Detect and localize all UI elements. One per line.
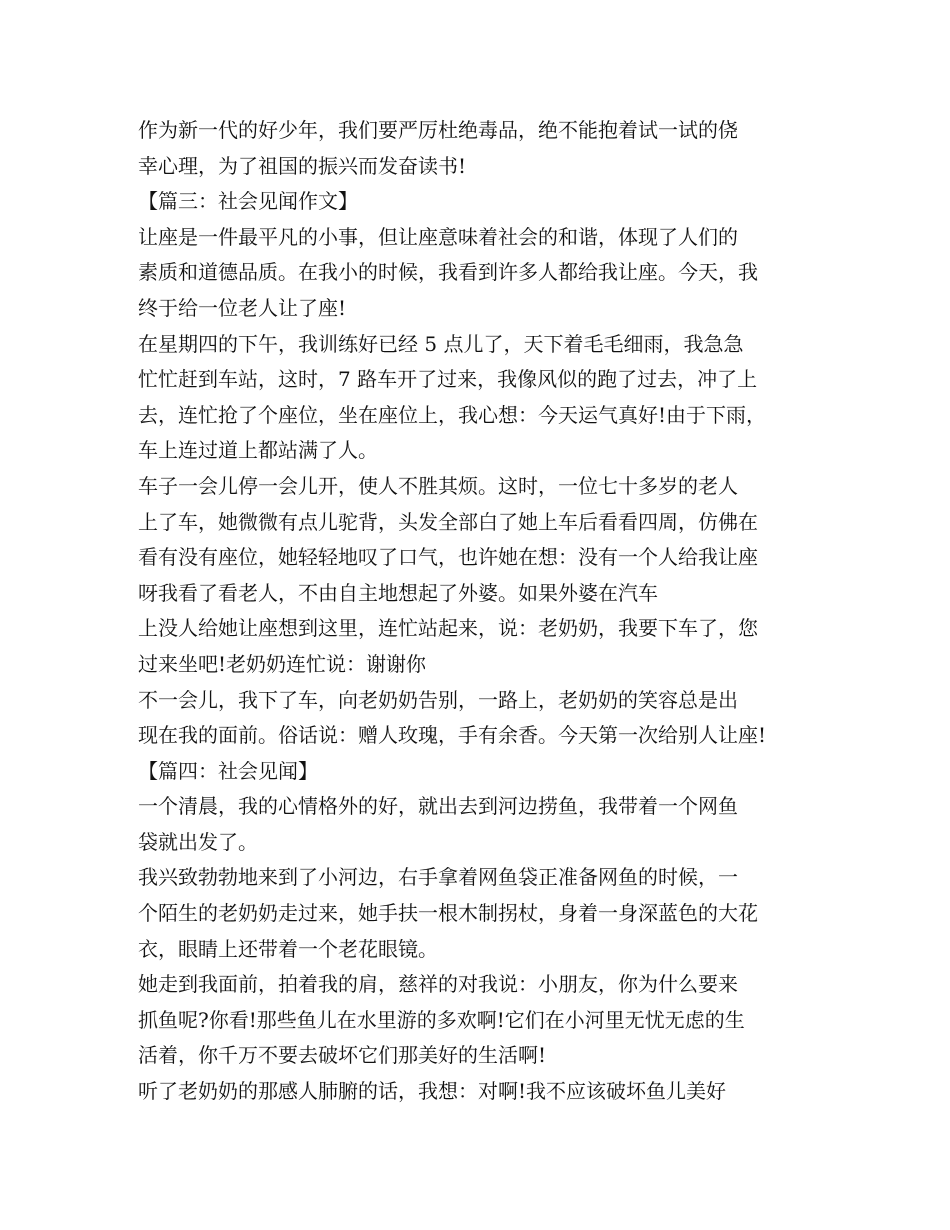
text-line: 车上连过道上都站满了人。	[138, 438, 378, 463]
text-line: 呀我看了看老人，不由自主地想起了外婆。如果外婆在汽车	[138, 580, 658, 605]
text-line: 让座是一件最平凡的小事，但让座意味着社会的和谐，体现了人们的	[138, 224, 738, 249]
text-line: 袋就出发了。	[138, 829, 258, 854]
text-line: 终于给一位老人让了座!	[138, 295, 347, 320]
text-line: 看有没有座位，她轻轻地叹了口气，也许她在想：没有一个人给我让座	[138, 545, 758, 570]
text-line: 作为新一代的好少年，我们要严厉杜绝毒品，绝不能抱着试一试的侥	[138, 118, 738, 142]
text-line: 抓鱼呢?你看!那些鱼儿在水里游的多欢啊!它们在小河里无忧无虑的生	[138, 1007, 745, 1032]
text-line: 车子一会儿停一会儿开，使人不胜其烦。这时，一位七十多岁的老人	[138, 473, 738, 498]
text-line: 幸心理，为了祖国的振兴而发奋读书!	[138, 153, 467, 178]
text-line: 去，连忙抢了个座位，坐在座位上，我心想：今天运气真好!由于下雨，	[138, 402, 767, 427]
text-line: 上没人给她让座想到这里，连忙站起来，说：老奶奶，我要下车了，您	[138, 616, 758, 641]
section-heading: 【篇四：社会见闻】	[138, 758, 318, 783]
text-line: 素质和道德品质。在我小的时候，我看到许多人都给我让座。今天，我	[138, 260, 758, 285]
body-text	[138, 113, 828, 1110]
text-line: 过来坐吧!老奶奶连忙说：谢谢你	[138, 651, 427, 676]
text-line: 在星期四的下午，我训练好已经 5 点儿了，天下着毛毛细雨，我急急	[138, 331, 744, 356]
section-heading: 【篇三：社会见闻作文】	[138, 189, 358, 214]
text-line: 她走到我面前，拍着我的肩，慈祥的对我说：小朋友，你为什么要来	[138, 972, 738, 997]
text-line: 一个清晨，我的心情格外的好，就出去到河边捞鱼，我带着一个网鱼	[138, 794, 738, 819]
text-line: 我兴致勃勃地来到了小河边，右手拿着网鱼袋正准备网鱼的时候，一	[138, 865, 738, 890]
text-line: 衣，眼睛上还带着一个老花眼镜。	[138, 936, 438, 961]
text-line: 忙忙赶到车站，这时，7 路车开了过来，我像风似的跑了过去，冲了上	[138, 367, 758, 392]
text-line: 听了老奶奶的那感人肺腑的话，我想：对啊!我不应该破坏鱼儿美好	[138, 1079, 727, 1104]
text-line: 不一会儿，我下了车，向老奶奶告别，一路上，老奶奶的笑容总是出	[138, 687, 738, 712]
text-line: 现在我的面前。俗话说：赠人玫瑰，手有余香。今天第一次给别人让座!	[138, 723, 767, 748]
text-line: 上了车，她微微有点儿驼背，头发全部白了她上车后看看四周，仿佛在	[138, 509, 758, 534]
text-line: 活着，你千万不要去破坏它们那美好的生活啊!	[138, 1043, 547, 1068]
text-line: 个陌生的老奶奶走过来，她手扶一根木制拐杖，身着一身深蓝色的大花	[138, 901, 758, 926]
